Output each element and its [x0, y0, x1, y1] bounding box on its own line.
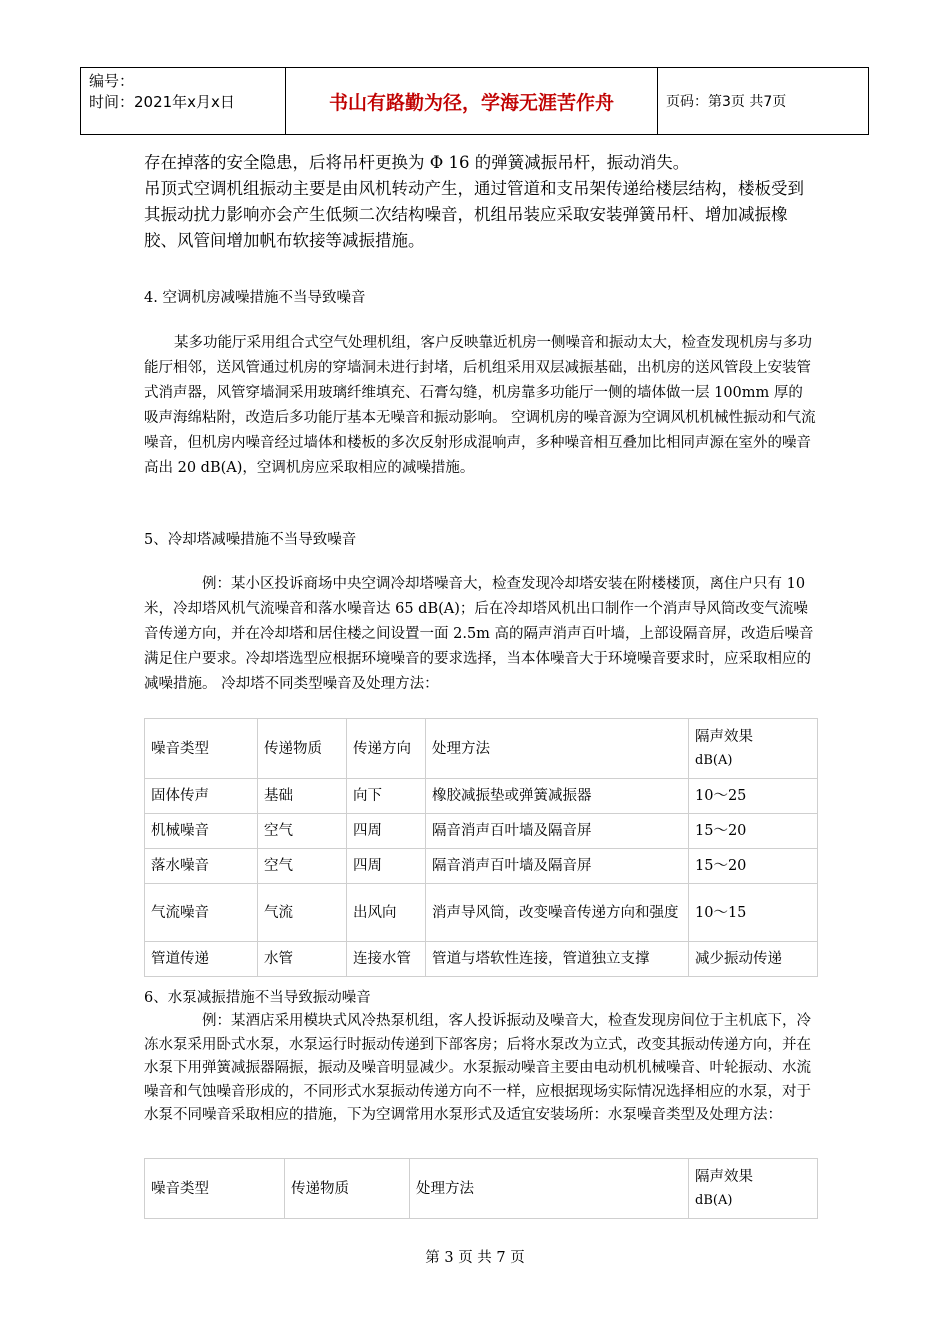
cell: 机械噪音 — [145, 814, 258, 849]
cell: 出风向 — [347, 884, 426, 942]
table-header-row — [145, 719, 818, 779]
th-method: 处理方法 — [426, 719, 689, 779]
page-header — [80, 67, 869, 135]
cooling-tower-noise-table — [144, 718, 818, 977]
th-effect-unit: dB(A) — [695, 1192, 733, 1208]
cell: 隔音消声百叶墙及隔音屏 — [426, 814, 689, 849]
number-label: 编号： — [89, 72, 135, 90]
th-noise-type: 噪音类型 — [145, 719, 258, 779]
cell: 15～20 — [689, 814, 818, 849]
cell: 向下 — [347, 779, 426, 814]
paragraph-2: 吊顶式空调机组振动主要是由风机转动产生，通过管道和支吊架传递给楼层结构，楼板受到其振动扰力影响亦会产生低频二次结构噪音，机组吊装应采取安装弹簧吊杆、增加减振橡胶、风管间增加帆布软接等减振措施。 — [144, 179, 804, 250]
cell: 管道传递 — [145, 942, 258, 977]
header-meta — [81, 68, 286, 134]
cell: 气流噪音 — [145, 884, 258, 942]
cell: 橡胶减振垫或弹簧减振器 — [426, 779, 689, 814]
paragraph-5: 例：某酒店采用模块式风冷热泵机组，客人投诉振动及噪音大，检查发现房间位于主机底下，冷冻水泵采用卧式水泵，水泵运行时振动传递到下部客房；后将水泵改为立式，改变其振动传递方向，并在水泵下用弹簧减振器隔振，振动及噪音明显减少。水泵振动噪音主要由电动机机械噪音、叶轮振动、水流噪音和气蚀噪音形成的，不同形式水泵振动传递方向不一样，应根据现场实际情况选择相应的水泵，对于水泵不同噪音采取相应的措施，下为空调常用水泵形式及适宜安装场所：水泵噪音类型及处理方法： — [144, 1013, 811, 1123]
cell: 气流 — [258, 884, 347, 942]
water-pump-noise-table — [144, 1158, 818, 1219]
cell: 空气 — [258, 814, 347, 849]
th-medium: 传递物质 — [285, 1159, 410, 1219]
table-row — [145, 942, 818, 977]
th-method: 处理方法 — [410, 1159, 689, 1219]
table-row — [145, 814, 818, 849]
cell: 10～25 — [689, 779, 818, 814]
cell: 四周 — [347, 814, 426, 849]
section-heading-6: 6、水泵减振措施不当导致振动噪音 — [144, 990, 371, 1006]
cell: 减少振动传递 — [689, 942, 818, 977]
th-effect-label: 隔声效果 — [695, 728, 753, 745]
paragraph-4: 例：某小区投诉商场中央空调冷却塔噪音大，检查发现冷却塔安装在附楼楼顶，离住户只有 10 米，冷却塔风机气流噪音和落水噪音达 65 dB(A)；后在冷却塔风机出口制作一个消声导风筒改变气流噪音传递方向，并在冷却塔和居住楼之间设置一面 2.5m 高的隔声消声百叶墙，上部设隔音屏，改造后噪音满足住户要求。冷却塔选型应根据环境噪音的要求选择，当本体噪音大于环境噪音要求时，应采取相应的减噪措施。 冷却塔不同类型噪音及处理方法： — [144, 576, 814, 692]
page-footer: 第 3 页 共 7 页 — [425, 1250, 525, 1266]
cell: 隔音消声百叶墙及隔音屏 — [426, 849, 689, 884]
cell: 固体传声 — [145, 779, 258, 814]
cell: 空气 — [258, 849, 347, 884]
th-effect — [689, 719, 818, 779]
cell: 连接水管 — [347, 942, 426, 977]
th-effect-unit: dB(A) — [695, 752, 733, 768]
paragraph-3: 某多功能厅采用组合式空气处理机组，客户反映靠近机房一侧噪音和振动太大，检查发现机房与多功能厅相邻，送风管通过机房的穿墙洞未进行封堵，后机组采用双层减振基础，出机房的送风管段上安装管式消声器，风管穿墙洞采用玻璃纤维填充、石膏勾缝，机房靠多功能厅一侧的墙体做一层 100mm 厚的吸声海绵粘附，改造后多功能厅基本无噪音和振动影响。 空调机房的噪音源为空调风机机械性振动和气流噪音，但机房内噪音经过墙体和楼板的多次反射形成混响声，多种噪音相互叠加比相同声源在室外的噪音高出 20 dB(A)，空调机房应采取相应的减噪措施。 — [144, 335, 816, 476]
cell: 基础 — [258, 779, 347, 814]
th-medium: 传递物质 — [258, 719, 347, 779]
time-label: 时间：2021年x月x日 — [89, 93, 235, 111]
cell: 消声导风筒，改变噪音传递方向和强度 — [426, 884, 689, 942]
cell: 10～15 — [689, 884, 818, 942]
section-heading-4: 4. 空调机房减噪措施不当导致噪音 — [144, 290, 366, 306]
cell: 四周 — [347, 849, 426, 884]
th-effect — [689, 1159, 818, 1219]
th-direction: 传递方向 — [347, 719, 426, 779]
cell: 落水噪音 — [145, 849, 258, 884]
cell: 管道与塔软性连接，管道独立支撑 — [426, 942, 689, 977]
cell: 15～20 — [689, 849, 818, 884]
table-row — [145, 849, 818, 884]
th-noise-type: 噪音类型 — [145, 1159, 285, 1219]
header-motto: 书山有路勤为径，学海无涯苦作舟 — [286, 68, 658, 134]
table-header-row — [145, 1159, 818, 1219]
section-heading-5: 5、冷却塔减噪措施不当导致噪音 — [144, 532, 357, 548]
cell: 水管 — [258, 942, 347, 977]
paragraph-1: 存在掉落的安全隐患，后将吊杆更换为 Φ 16 的弹簧减振吊杆，振动消失。 — [144, 153, 690, 172]
th-effect-label: 隔声效果 — [695, 1168, 753, 1185]
table-row — [145, 884, 818, 942]
header-page-label: 页码：第3页 共7页 — [666, 94, 787, 110]
table-row — [145, 779, 818, 814]
